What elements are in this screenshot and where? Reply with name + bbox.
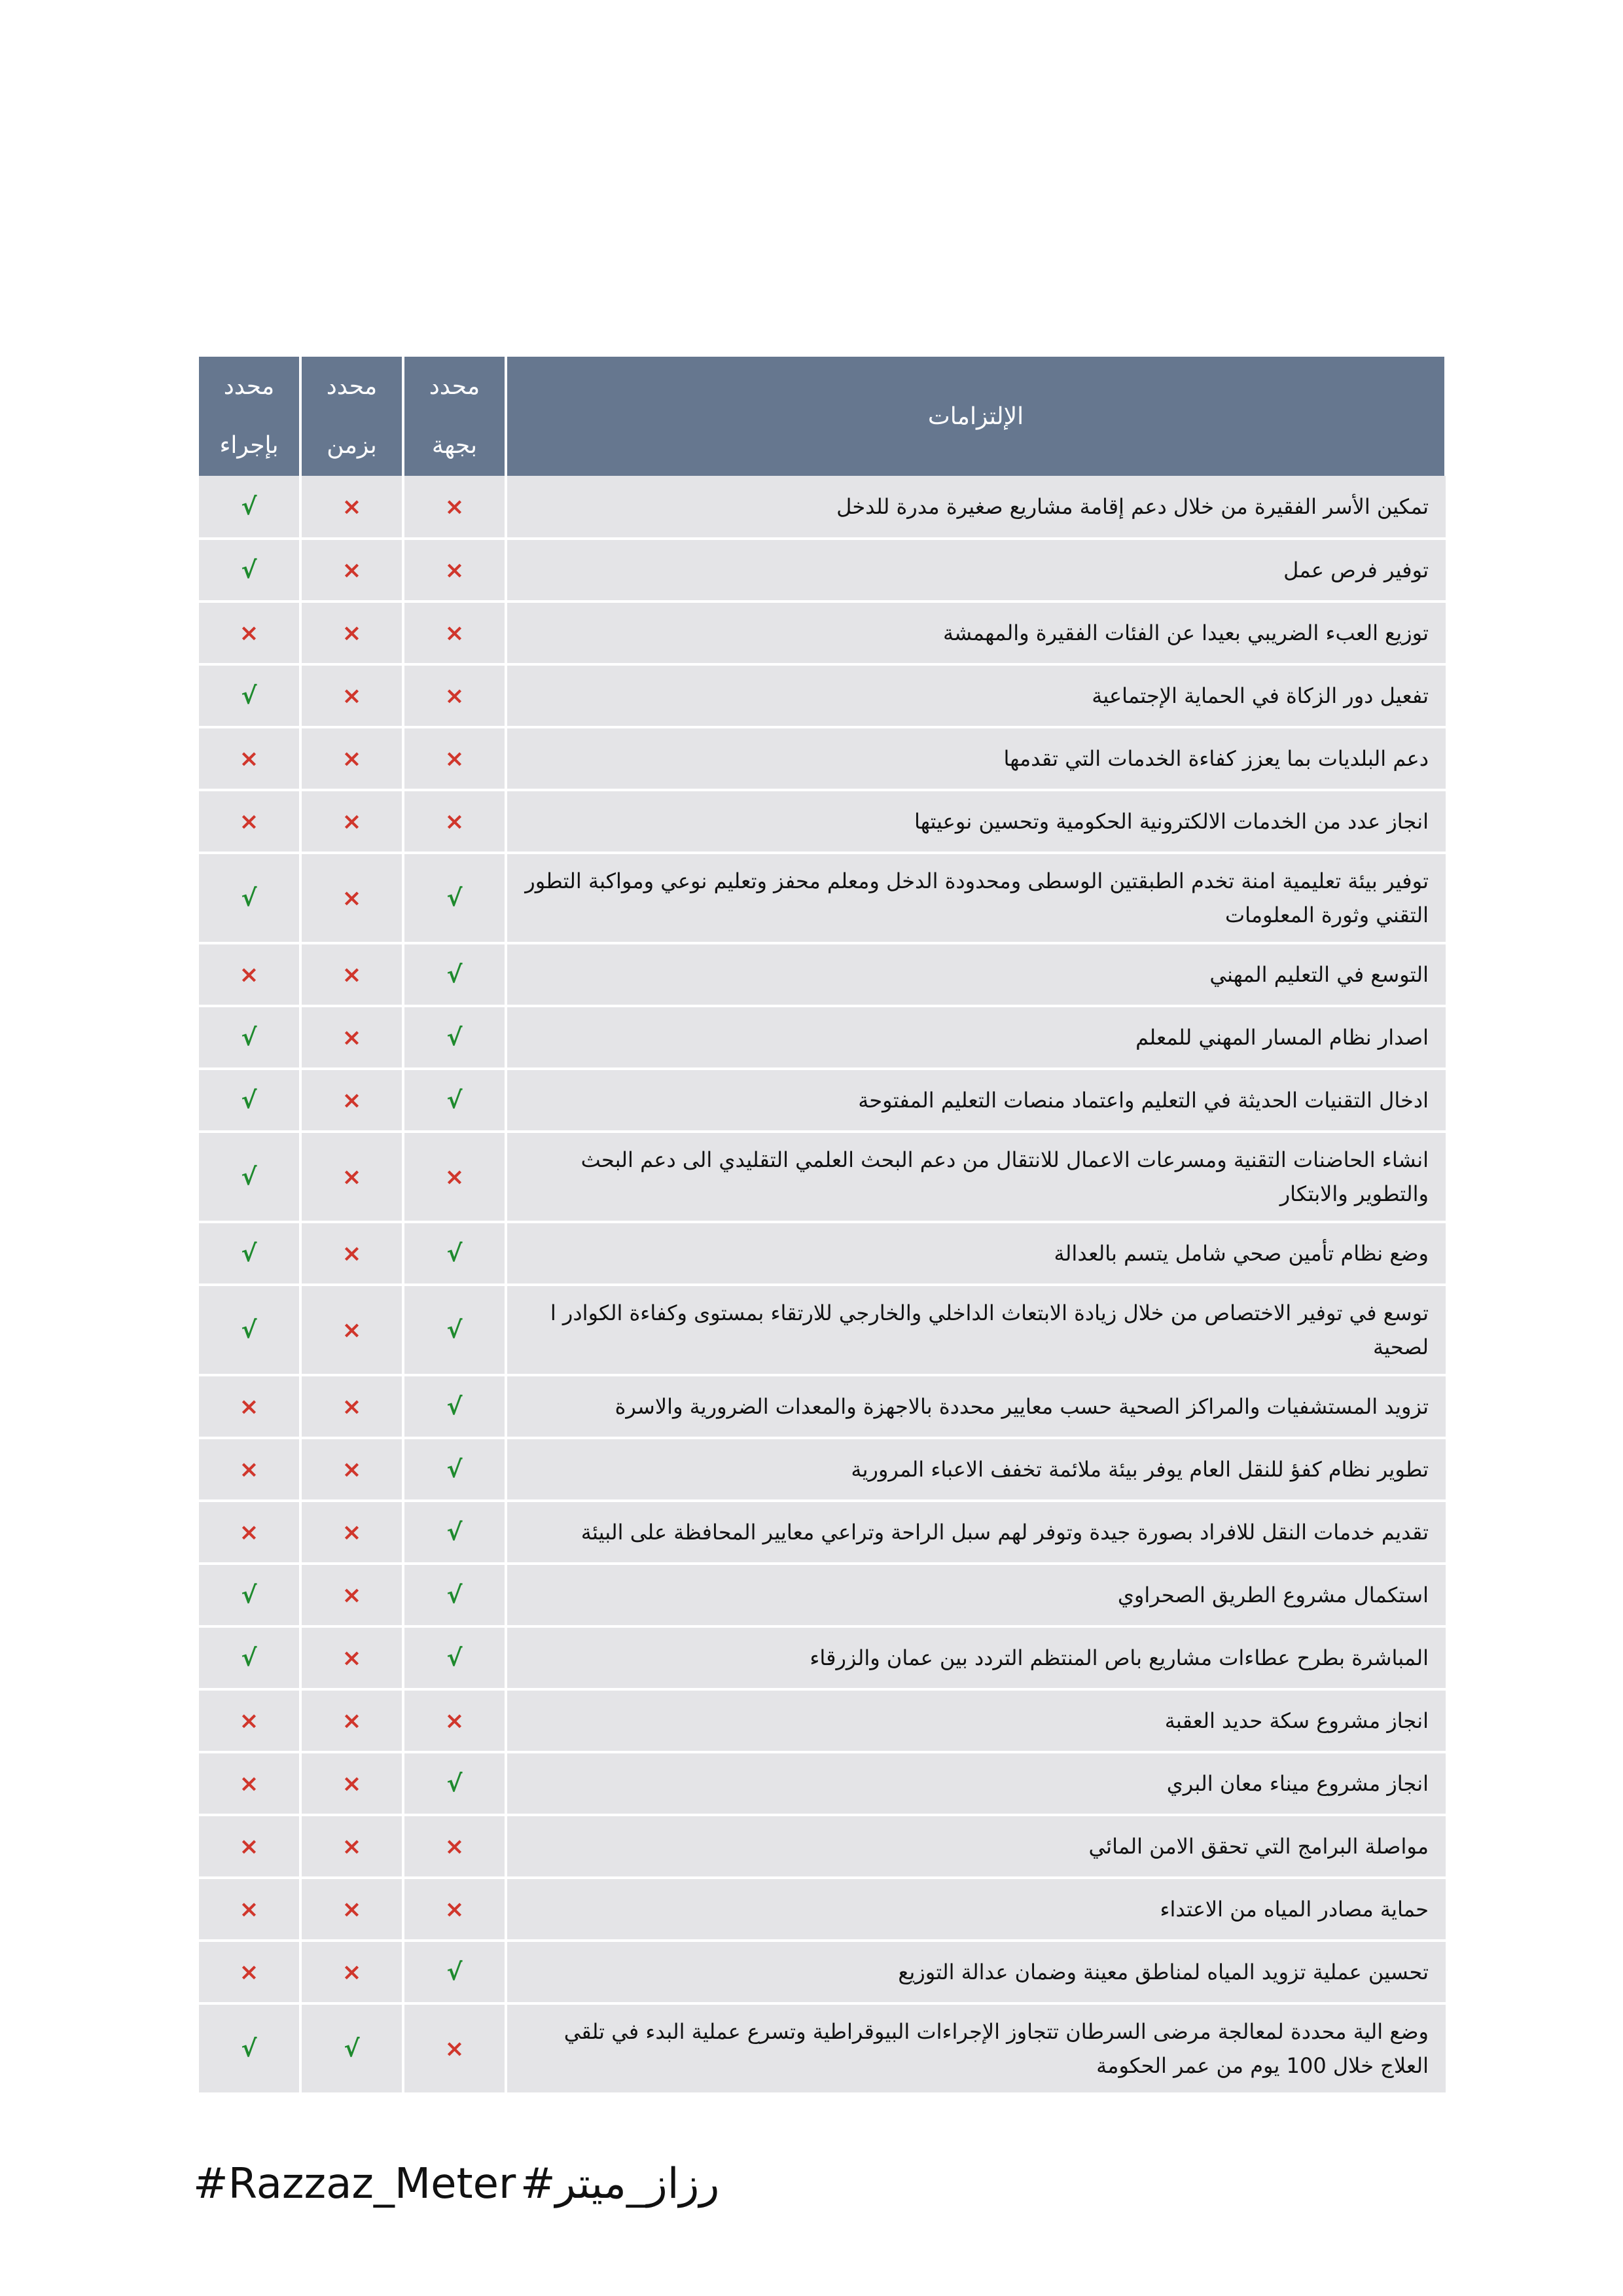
mark-time: ×: [300, 1438, 403, 1501]
table-row: [198, 601, 1446, 664]
commitment-text: المباشرة بطرح عطاءات مشاريع باص المنتظم التردد بين عمان والزرقاء: [506, 1626, 1446, 1689]
mark-procedure: ×: [198, 1501, 300, 1564]
header-specified-entity: [403, 357, 506, 476]
commitment-text: تحسين عملية تزويد المياه لمناطق معينة وضمان عدالة التوزيع: [506, 1941, 1446, 2003]
commitment-text: حماية مصادر المياه من الاعتداء: [506, 1878, 1446, 1941]
mark-procedure: ×: [198, 1375, 300, 1438]
commitment-text: تفعيل دور الزكاة في الحماية الإجتماعية: [506, 664, 1446, 727]
mark-time: ×: [300, 853, 403, 943]
commitment-text: توزيع العبء الضريبي بعيدا عن الفئات الفقيرة والمهمشة: [506, 601, 1446, 664]
table-row: [198, 1285, 1446, 1375]
mark-entity: √: [403, 1069, 506, 1132]
table-row: [198, 1222, 1446, 1285]
table-row: [198, 1438, 1446, 1501]
commitment-text: وضع الية محددة لمعالجة مرضى السرطان تتجاوز الإجراءات البيوقراطية وتسرع عملية البدء في تلقي العلاج خلال 100 يوم من عمر الحكومة: [506, 2003, 1446, 2094]
mark-time: ×: [300, 1069, 403, 1132]
mark-entity: √: [403, 1222, 506, 1285]
mark-entity: ×: [403, 1689, 506, 1752]
commitment-text: تمكين الأسر الفقيرة من خلال دعم إقامة مشاريع صغيرة مدرة للدخل: [506, 476, 1446, 539]
commitment-text: استكمال مشروع الطريق الصحراوي: [506, 1564, 1446, 1626]
mark-procedure: ×: [198, 601, 300, 664]
mark-time: ×: [300, 1564, 403, 1626]
mark-procedure: √: [198, 1626, 300, 1689]
mark-entity: √: [403, 853, 506, 943]
table-row: [198, 727, 1446, 790]
commitment-text: انجاز عدد من الخدمات الالكترونية الحكومية وتحسين نوعيتها: [506, 790, 1446, 853]
table-row: [198, 1626, 1446, 1689]
mark-procedure: ×: [198, 790, 300, 853]
commitment-text: تزويد المستشفيات والمراكز الصحية حسب معايير محددة بالاجهزة والمعدات الضرورية والاسرة: [506, 1375, 1446, 1438]
mark-entity: √: [403, 1501, 506, 1564]
mark-entity: √: [403, 943, 506, 1006]
mark-time: ×: [300, 601, 403, 664]
mark-entity: √: [403, 1941, 506, 2003]
mark-entity: ×: [403, 476, 506, 539]
commitment-text: تطوير نظام كفؤ للنقل العام يوفر بيئة ملائمة تخفف الاعباء المرورية: [506, 1438, 1446, 1501]
mark-entity: √: [403, 1626, 506, 1689]
mark-procedure: ×: [198, 1815, 300, 1878]
commitment-text: انشاء الحاضنات التقنية ومسرعات الاعمال للانتقال من دعم البحث العلمي التقليدي الى دعم البحث والتطوير والابتكار: [506, 1132, 1446, 1222]
mark-entity: ×: [403, 601, 506, 664]
commitment-text: ادخال التقنيات الحديثة في التعليم واعتماد منصات التعليم المفتوحة: [506, 1069, 1446, 1132]
hashtag-english: #Razzaz_Meter: [193, 2160, 516, 2208]
table-row: [198, 943, 1446, 1006]
commitment-text: انجاز مشروع ميناء معان البري: [506, 1752, 1446, 1815]
mark-time: ×: [300, 1222, 403, 1285]
header-entity-line2: بجهة: [431, 432, 478, 459]
mark-time: ×: [300, 1285, 403, 1375]
mark-time: √: [300, 2003, 403, 2094]
mark-time: ×: [300, 1878, 403, 1941]
mark-entity: √: [403, 1285, 506, 1375]
mark-time: ×: [300, 1815, 403, 1878]
mark-time: ×: [300, 664, 403, 727]
table-row: [198, 476, 1446, 539]
mark-procedure: √: [198, 476, 300, 539]
table-row: [198, 790, 1446, 853]
commitment-text: التوسع في التعليم المهني: [506, 943, 1446, 1006]
mark-procedure: √: [198, 1006, 300, 1069]
mark-entity: ×: [403, 1815, 506, 1878]
mark-procedure: √: [198, 664, 300, 727]
mark-time: ×: [300, 539, 403, 601]
header-procedure-line2: بإجراء: [219, 432, 279, 459]
mark-entity: √: [403, 1564, 506, 1626]
mark-entity: √: [403, 1006, 506, 1069]
mark-time: ×: [300, 1006, 403, 1069]
mark-time: ×: [300, 1375, 403, 1438]
hashtag-arabic: #رزاز_ميتر: [520, 2160, 720, 2208]
table-row: [198, 1375, 1446, 1438]
table-row: [198, 853, 1446, 943]
commitment-text: توفير فرص عمل: [506, 539, 1446, 601]
table-row: [198, 1069, 1446, 1132]
header-procedure-line1: محدد: [223, 373, 275, 400]
mark-procedure: ×: [198, 1689, 300, 1752]
mark-procedure: √: [198, 539, 300, 601]
mark-procedure: ×: [198, 943, 300, 1006]
mark-entity: ×: [403, 1132, 506, 1222]
table-row: [198, 1501, 1446, 1564]
table-header-row: [198, 357, 1446, 476]
table-row: [198, 1752, 1446, 1815]
header-specified-procedure: [198, 357, 300, 476]
mark-procedure: √: [198, 1222, 300, 1285]
table-row: [198, 539, 1446, 601]
mark-procedure: ×: [198, 727, 300, 790]
mark-entity: ×: [403, 664, 506, 727]
commitments-table-container: [196, 357, 1436, 2095]
mark-procedure: √: [198, 1069, 300, 1132]
mark-procedure: ×: [198, 1941, 300, 2003]
header-commitments: الإلتزامات: [506, 357, 1446, 476]
mark-time: ×: [300, 727, 403, 790]
commitment-text: دعم البلديات بما يعزز كفاءة الخدمات التي تقدمها: [506, 727, 1446, 790]
commitment-text: توسع في توفير الاختصاص من خلال زيادة الابتعاث الداخلي والخارجي للارتقاء بمستوى وكفاءة الكوادر ا لصحية: [506, 1285, 1446, 1375]
table-row: [198, 1941, 1446, 2003]
mark-entity: ×: [403, 539, 506, 601]
table-row: [198, 2003, 1446, 2094]
table-body: [198, 476, 1446, 2094]
commitment-text: وضع نظام تأمين صحي شامل يتسم بالعدالة: [506, 1222, 1446, 1285]
mark-time: ×: [300, 1501, 403, 1564]
mark-time: ×: [300, 1689, 403, 1752]
mark-time: ×: [300, 1941, 403, 2003]
header-entity-line1: محدد: [429, 373, 480, 400]
mark-entity: ×: [403, 790, 506, 853]
mark-entity: √: [403, 1375, 506, 1438]
table-row: [198, 1878, 1446, 1941]
mark-time: ×: [300, 1752, 403, 1815]
mark-time: ×: [300, 943, 403, 1006]
commitment-text: مواصلة البرامج التي تحقق الامن المائي: [506, 1815, 1446, 1878]
header-time-line2: بزمن: [327, 432, 377, 459]
header-specified-time: [300, 357, 403, 476]
mark-procedure: ×: [198, 1438, 300, 1501]
mark-entity: √: [403, 1752, 506, 1815]
mark-procedure: √: [198, 1285, 300, 1375]
table-row: [198, 664, 1446, 727]
mark-time: ×: [300, 1626, 403, 1689]
mark-time: ×: [300, 790, 403, 853]
mark-procedure: √: [198, 1132, 300, 1222]
table-row: [198, 1564, 1446, 1626]
commitment-text: اصدار نظام المسار المهني للمعلم: [506, 1006, 1446, 1069]
mark-time: ×: [300, 1132, 403, 1222]
commitment-text: توفير بيئة تعليمية امنة تخدم الطبقتين الوسطى ومحدودة الدخل ومعلم محفز وتعليم نوعي ومواكبة التطور التقني وثورة المعلومات: [506, 853, 1446, 943]
mark-procedure: √: [198, 2003, 300, 2094]
mark-entity: √: [403, 1438, 506, 1501]
table-row: [198, 1689, 1446, 1752]
commitments-table: [196, 357, 1447, 2095]
mark-procedure: ×: [198, 1878, 300, 1941]
table-row: [198, 1006, 1446, 1069]
mark-time: ×: [300, 476, 403, 539]
table-row: [198, 1815, 1446, 1878]
mark-procedure: √: [198, 1564, 300, 1626]
table-row: [198, 1132, 1446, 1222]
mark-procedure: √: [198, 853, 300, 943]
mark-entity: ×: [403, 727, 506, 790]
mark-entity: ×: [403, 1878, 506, 1941]
mark-procedure: ×: [198, 1752, 300, 1815]
mark-entity: ×: [403, 2003, 506, 2094]
commitment-text: انجاز مشروع سكة حديد العقبة: [506, 1689, 1446, 1752]
header-time-line1: محدد: [326, 373, 378, 400]
commitment-text: تقديم خدمات النقل للافراد بصورة جيدة وتوفر لهم سبل الراحة وتراعي معايير المحافظة على البيئة: [506, 1501, 1446, 1564]
